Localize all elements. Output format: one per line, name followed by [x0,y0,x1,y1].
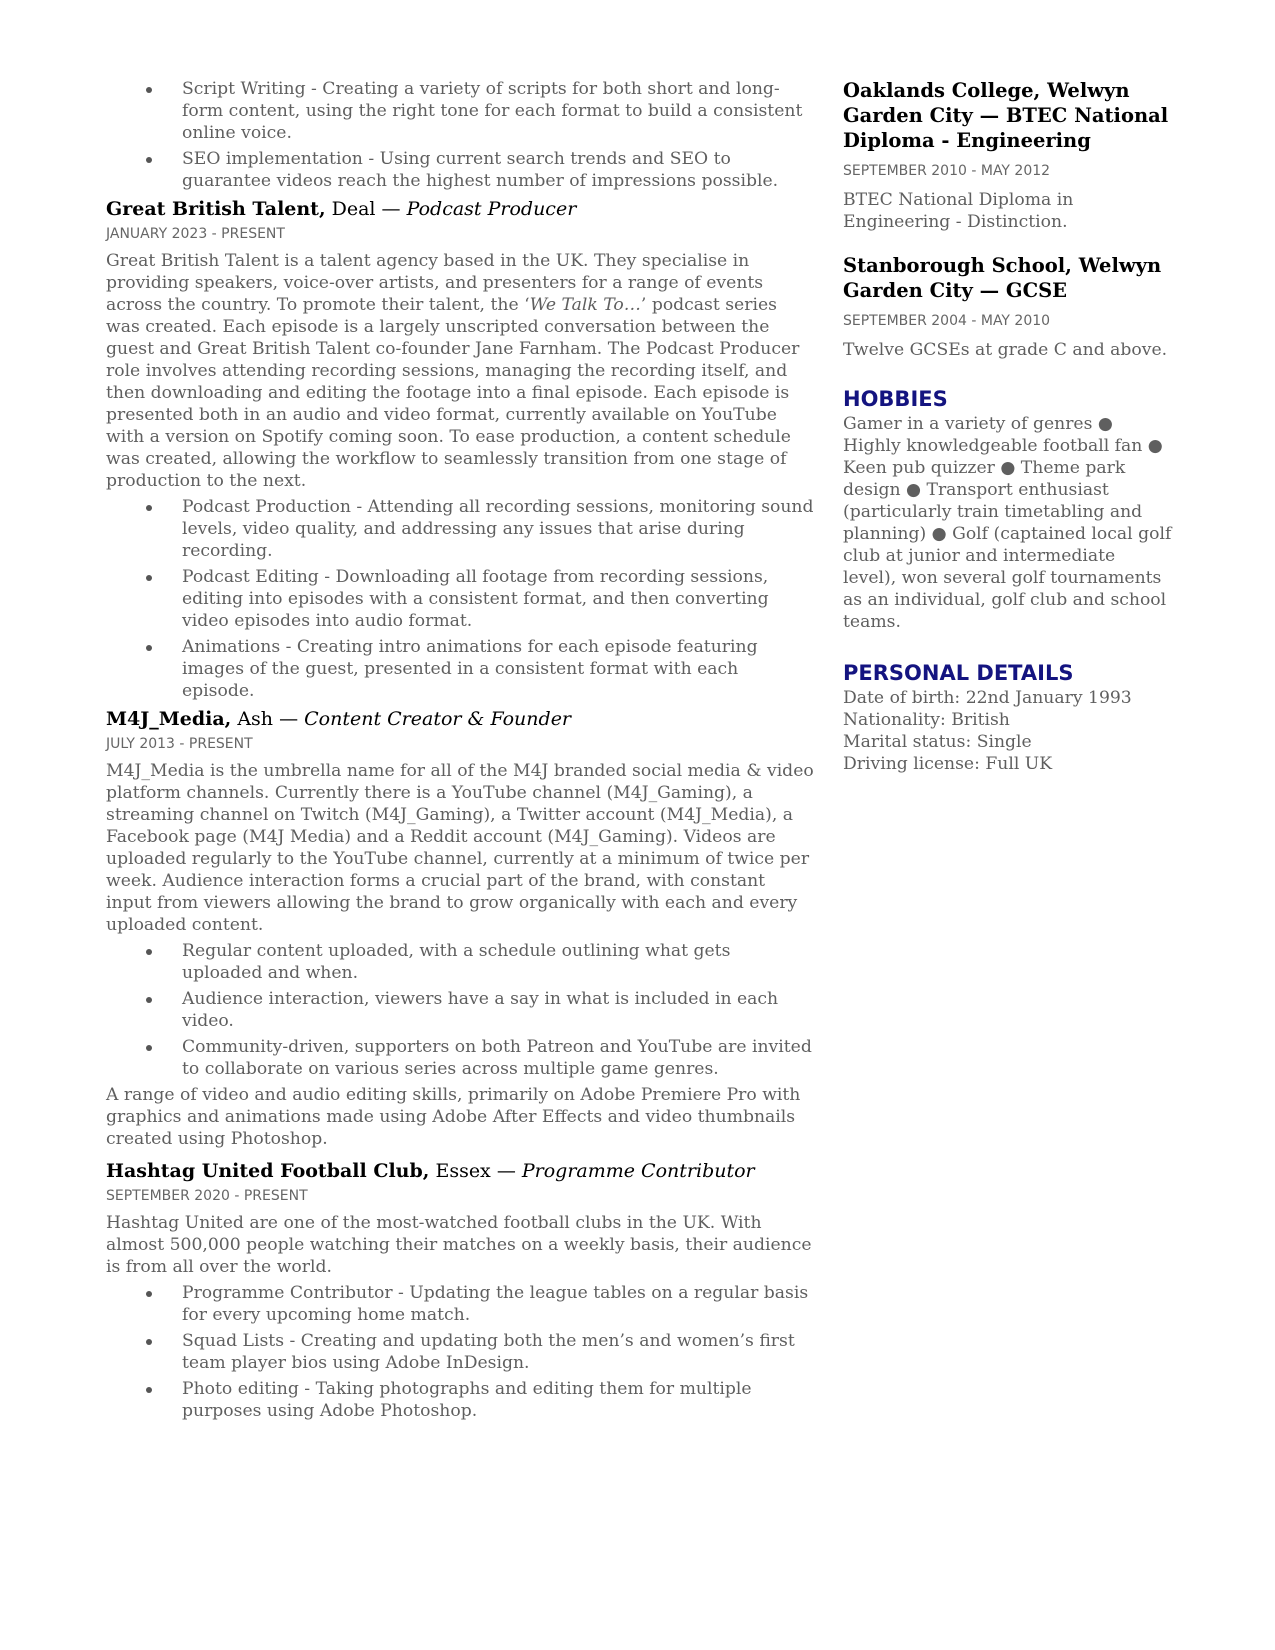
list-item: Podcast Production - Attending all recording sessions, monitoring sound levels, video quality, and addressing any issues that arise during recording. [106,496,816,562]
list-item: Script Writing - Creating a variety of scripts for both short and long-form content, using the right tone for each format to build a consistent online voice. [106,78,816,144]
list-item: SEO implementation - Using current search trends and SEO to guarantee videos reach the highest number of impressions possible. [106,148,816,192]
job-description [106,250,816,492]
job-location: Essex — [429,1160,522,1182]
list-item: Photo editing - Taking photographs and editing them for multiple purposes using Adobe Photoshop. [106,1378,816,1422]
list-item: Animations - Creating intro animations for each episode featuring images of the guest, presented in a consistent format with each episode. [106,636,816,702]
job-heading [106,706,816,732]
experience-column [106,78,816,1426]
education-dates: SEPTEMBER 2004 - MAY 2010 [843,313,1051,329]
education-title: Oaklands College, Welwyn Garden City — BTEC National Diploma - Engineering [843,79,1169,152]
hobbies-heading: HOBBIES [843,387,948,411]
personal-detail-line: Date of birth: 22nd January 1993 [843,688,1132,708]
education-description: BTEC National Diploma in Engineering - Distinction. [843,190,1074,232]
job-entry-m4j-media [106,706,816,1150]
job-role: Podcast Producer [406,198,577,220]
list-item: Squad Lists - Creating and updating both the men’s and women’s first team player bios using Adobe InDesign. [106,1330,816,1374]
job-heading [106,196,816,222]
job-entry-hashtag-united [106,1158,816,1422]
education-dates: SEPTEMBER 2010 - MAY 2012 [843,163,1051,179]
job-organization: Hashtag United Football Club, [106,1160,430,1182]
job-description: M4J_Media is the umbrella name for all of the M4J branded social media & video platform channels. Currently there is a YouTube channel (M4J_Gaming), a streaming channel on Twitch (M4J_Gaming), a Twitter account (M4J_Media), a Facebook page (M4J Media) and a Reddit account (M4J_Gaming). Videos are uploaded regularly to the YouTube channel, currently at a minimum of twice per week. Audience interaction forms a crucial part of the brand, with constant input from viewers allowing the brand to grow organically with each and every uploaded content. [106,761,814,935]
job-dates: SEPTEMBER 2020 - PRESENT [106,1188,308,1204]
job-location: Deal — [325,198,407,220]
job-role: Content Creator & Founder [304,708,572,730]
hobbies-text: Gamer in a variety of genres ● Highly knowledgeable football fan ● Keen pub quizzer ● Theme park design ● Transport enthusiast (particularly train timetabling and planning) ● Golf (captained local golf club at junior and intermediate level), won several golf tournaments as an individual, golf club and school teams. [843,414,1172,632]
personal-details-section [843,659,1173,775]
job-description-part: ’ podcast series was created. Each episode is a largely unscripted conversation between the guest and Great British Talent co-founder Jane Farnham. The Podcast Producer role involves attending recording sessions, managing the recording itself, and then downloading and editing the footage into a final episode. Each episode is presented both in an audio and video format, currently available on YouTube with a version on Spotify coming soon. To ease production, a content schedule was created, allowing the workflow to seamlessly transition from one stage of production to the next. [106,295,800,491]
job-entry-great-british-talent [106,196,816,702]
job-description: Hashtag United are one of the most-watched football clubs in the UK. With almost 500,000 people watching their matches on a weekly basis, their audience is from all over the world. [106,1213,812,1277]
podcast-name: We Talk To… [529,295,641,315]
education-entry [843,78,1173,233]
job-bullet-list [106,940,816,1080]
intro-bullet-list [106,78,816,192]
list-item: Audience interaction, viewers have a say in what is included in each video. [106,988,816,1032]
hobbies-section [843,385,1173,633]
education-entry [843,253,1173,361]
job-role: Programme Contributor [521,1160,755,1182]
sidebar-column [843,78,1173,775]
job-heading [106,1158,816,1184]
job-description-part: Great British Talent is a talent agency based in the UK. They specialise in providing speakers, voice-over artists, and presenters for a range of events across the country. To promote their talent, the ‘ [106,251,764,315]
job-dates: JULY 2013 - PRESENT [106,736,253,752]
personal-detail-line: Nationality: British [843,710,1010,730]
list-item: Programme Contributor - Updating the league tables on a regular basis for every upcoming home match. [106,1282,816,1326]
job-organization: Great British Talent, [106,198,326,220]
job-dates: JANUARY 2023 - PRESENT [106,226,285,242]
personal-detail-line: Driving license: Full UK [843,754,1053,774]
list-item: Regular content uploaded, with a schedule outlining what gets uploaded and when. [106,940,816,984]
education-description: Twelve GCSEs at grade C and above. [843,340,1168,360]
job-bullet-list [106,496,816,702]
list-item: Podcast Editing - Downloading all footage from recording sessions, editing into episodes with a consistent format, and then converting video episodes into audio format. [106,566,816,632]
personal-details-heading: PERSONAL DETAILS [843,661,1074,685]
education-title: Stanborough School, Welwyn Garden City — GCSE [843,254,1162,302]
job-location: Ash — [231,708,305,730]
list-item: Community-driven, supporters on both Patreon and YouTube are invited to collaborate on various series across multiple game genres. [106,1036,816,1080]
personal-detail-line: Marital status: Single [843,732,1032,752]
job-skills-summary: A range of video and audio editing skills, primarily on Adobe Premiere Pro with graphics and animations made using Adobe After Effects and video thumbnails created using Photoshop. [106,1085,801,1149]
job-bullet-list [106,1282,816,1422]
job-organization: M4J_Media, [106,708,232,730]
